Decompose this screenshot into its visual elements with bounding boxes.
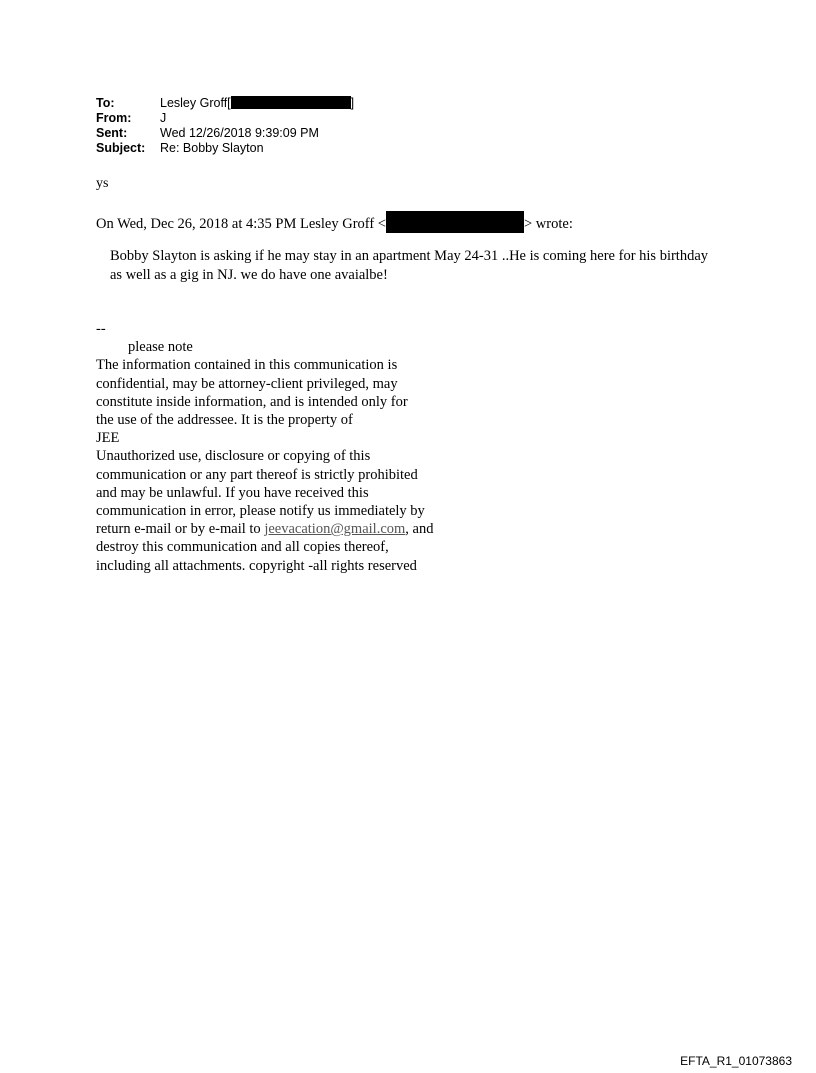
header-sent-row [96,126,354,141]
redaction-bar [231,96,351,109]
disclaimer-line: and may be unlawful. If you have received this [96,484,369,501]
from-label: From: [96,111,132,125]
signature-block [96,320,476,575]
disclaimer-line: destroy this communication and all copies thereof, [96,539,389,556]
disclaimer-line: communication or any part thereof is strictly prohibited [96,466,418,483]
redaction-bar [386,211,524,233]
disclaimer-line: including all attachments. copyright -all rights reserved [96,557,417,574]
email-line-before: return e-mail or by e-mail to [96,521,265,538]
email-header [96,96,354,156]
header-from-row [96,111,354,126]
reply-text: ys [96,176,109,191]
email-link[interactable]: jeevacation@gmail.com [264,521,406,538]
document-id: EFTA_R1_01073863 [680,1054,792,1068]
quote-intro-after: > wrote: [524,216,573,232]
from-value: J [160,111,167,125]
signature-dashes: -- [96,321,106,337]
quoted-message: Bobby Slayton is asking if he may stay in an apartment May 24-31 ..He is coming here for his birthday as well as a gig in NJ. we do have one avaialbe! [110,248,709,283]
to-name: Lesley Groff[ [160,96,231,110]
to-close: ] [350,96,355,110]
disclaimer-line: the use of the addressee. It is the property of [96,412,353,429]
disclaimer-email-line [96,520,476,538]
sent-value: Wed 12/26/2018 9:39:09 PM [160,126,319,140]
disclaimer-line: communication in error, please notify us immediately by [96,503,425,520]
disclaimer-line: JEE [96,430,120,447]
subject-label: Subject: [96,141,146,155]
email-line-after: , and [405,521,434,538]
subject-value: Re: Bobby Slayton [160,141,264,155]
quote-intro-before: On Wed, Dec 26, 2018 at 4:35 PM Lesley Groff < [96,216,386,232]
disclaimer-line: constitute inside information, and is intended only for [96,393,408,410]
header-to-row [96,96,354,111]
quote-intro [96,211,573,233]
sent-label: Sent: [96,126,128,140]
disclaimer-line: The information contained in this communication is [96,357,398,374]
to-value [160,96,354,111]
disclaimer-line: Unauthorized use, disclosure or copying of this [96,448,371,465]
disclaimer-line: confidential, may be attorney-client privileged, may [96,375,398,392]
to-label: To: [96,96,115,110]
please-note: please note [128,339,193,356]
header-subject-row [96,141,354,156]
